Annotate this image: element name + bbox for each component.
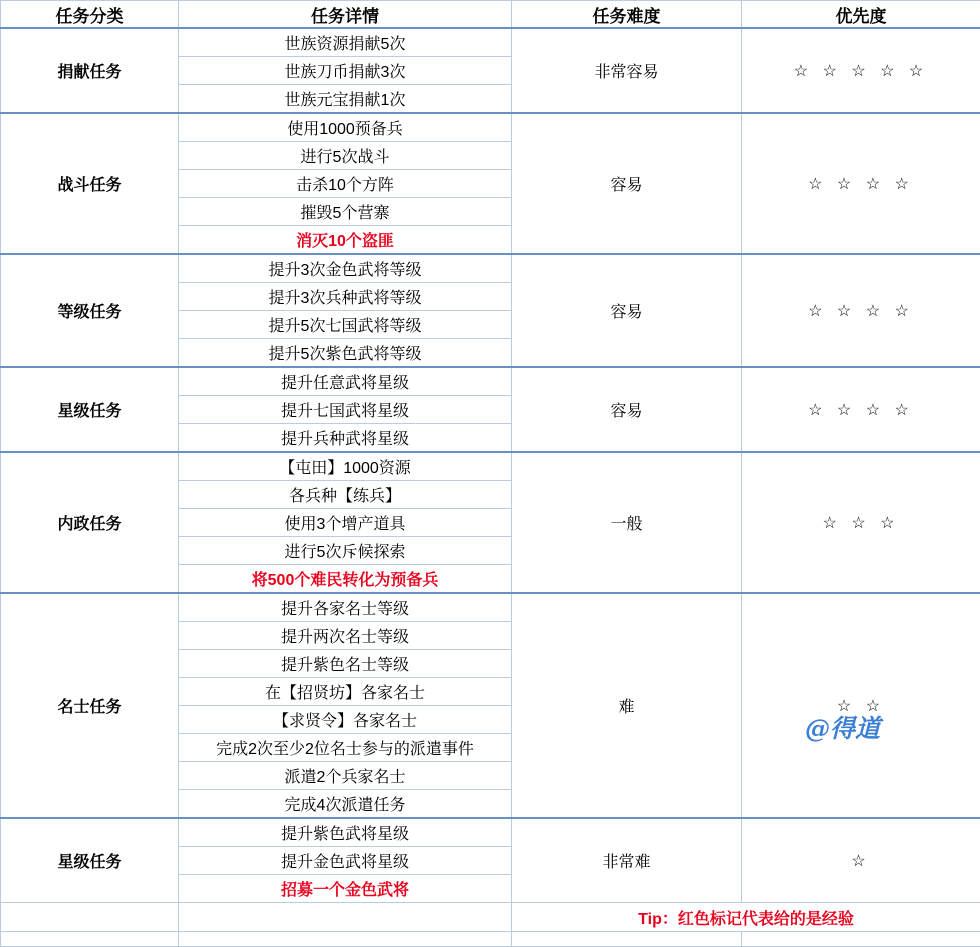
column-header-difficulty: 任务难度 [512,1,742,29]
task-detail-cell: 进行5次斥候探索 [179,537,512,565]
task-detail-cell: 提升3次金色武将等级 [179,254,512,283]
task-priority-cell: ☆ [742,818,980,903]
task-priority-cell: ☆ ☆ [742,593,980,818]
column-header-category: 任务分类 [1,1,179,29]
task-difficulty-cell: 难 [512,593,742,818]
task-detail-cell: 完成2次至少2位名士参与的派遣事件 [179,734,512,762]
table-header [1,1,980,29]
task-category-cell: 星级任务 [1,367,179,452]
bottom-cell-4 [742,932,980,947]
watermark-logo: @得道 [805,709,880,745]
task-detail-cell: 世族刀币捐献3次 [179,57,512,85]
task-detail-cell: 使用3个增产道具 [179,509,512,537]
table-row [1,818,980,847]
task-priority-cell: ☆ ☆ ☆ ☆ ☆ [742,28,980,113]
task-detail-cell: 提升3次兵种武将等级 [179,283,512,311]
task-category-cell: 内政任务 [1,452,179,593]
footer-body [1,903,980,947]
task-detail-cell: 【屯田】1000资源 [179,452,512,481]
task-detail-cell: 消灭10个盗匪 [179,226,512,255]
bottom-strip-row [1,932,980,947]
task-detail-cell: 提升5次七国武将等级 [179,311,512,339]
table-row [1,593,980,622]
tip-blank-cell-1 [1,903,179,932]
table-row [1,452,980,481]
task-difficulty-cell: 非常容易 [512,28,742,113]
task-detail-cell: 世族资源捐献5次 [179,28,512,57]
task-detail-cell: 提升七国武将星级 [179,396,512,424]
task-priority-cell: ☆ ☆ ☆ ☆ [742,254,980,367]
task-detail-cell: 提升任意武将星级 [179,367,512,396]
column-header-priority: 优先度 [742,1,980,29]
task-detail-cell: 招募一个金色武将 [179,875,512,903]
task-detail-cell: 提升金色武将星级 [179,847,512,875]
task-detail-cell: 提升各家名士等级 [179,593,512,622]
task-difficulty-cell: 非常难 [512,818,742,903]
task-detail-cell: 击杀10个方阵 [179,170,512,198]
task-detail-cell: 摧毁5个营寨 [179,198,512,226]
tip-text: Tip：红色标记代表给的是经验 [512,903,980,932]
task-category-cell: 捐献任务 [1,28,179,113]
bottom-cell-1 [1,932,179,947]
task-detail-cell: 在【招贤坊】各家名士 [179,678,512,706]
task-detail-cell: 进行5次战斗 [179,142,512,170]
task-difficulty-cell: 容易 [512,254,742,367]
task-detail-cell: 世族元宝捐献1次 [179,85,512,114]
table-row [1,28,980,57]
task-category-cell: 战斗任务 [1,113,179,254]
task-detail-cell: 提升两次名士等级 [179,622,512,650]
task-priority-cell: ☆ ☆ ☆ [742,452,980,593]
task-detail-cell: 提升5次紫色武将等级 [179,339,512,368]
tip-blank-cell-2 [179,903,512,932]
task-detail-cell: 【求贤令】各家名士 [179,706,512,734]
task-detail-cell: 派遣2个兵家名士 [179,762,512,790]
header-row [1,1,980,29]
task-category-cell: 星级任务 [1,818,179,903]
task-difficulty-cell: 容易 [512,113,742,254]
task-difficulty-cell: 一般 [512,452,742,593]
task-detail-cell: 各兵种【练兵】 [179,481,512,509]
task-detail-cell: 提升紫色武将星级 [179,818,512,847]
task-detail-cell: 将500个难民转化为预备兵 [179,565,512,594]
task-category-cell: 名士任务 [1,593,179,818]
task-difficulty-cell: 容易 [512,367,742,452]
task-priority-cell: ☆ ☆ ☆ ☆ [742,367,980,452]
task-priority-cell: ☆ ☆ ☆ ☆ [742,113,980,254]
tip-row [1,903,980,932]
table-row [1,254,980,283]
bottom-cell-3 [512,932,742,947]
table-row [1,367,980,396]
task-category-cell: 等级任务 [1,254,179,367]
table-row [1,113,980,142]
column-header-details: 任务详情 [179,1,512,29]
table-body [1,28,980,903]
task-detail-cell: 提升紫色名士等级 [179,650,512,678]
bottom-cell-2 [179,932,512,947]
task-detail-cell: 完成4次派遣任务 [179,790,512,819]
task-detail-cell: 使用1000预备兵 [179,113,512,142]
task-detail-cell: 提升兵种武将星级 [179,424,512,453]
